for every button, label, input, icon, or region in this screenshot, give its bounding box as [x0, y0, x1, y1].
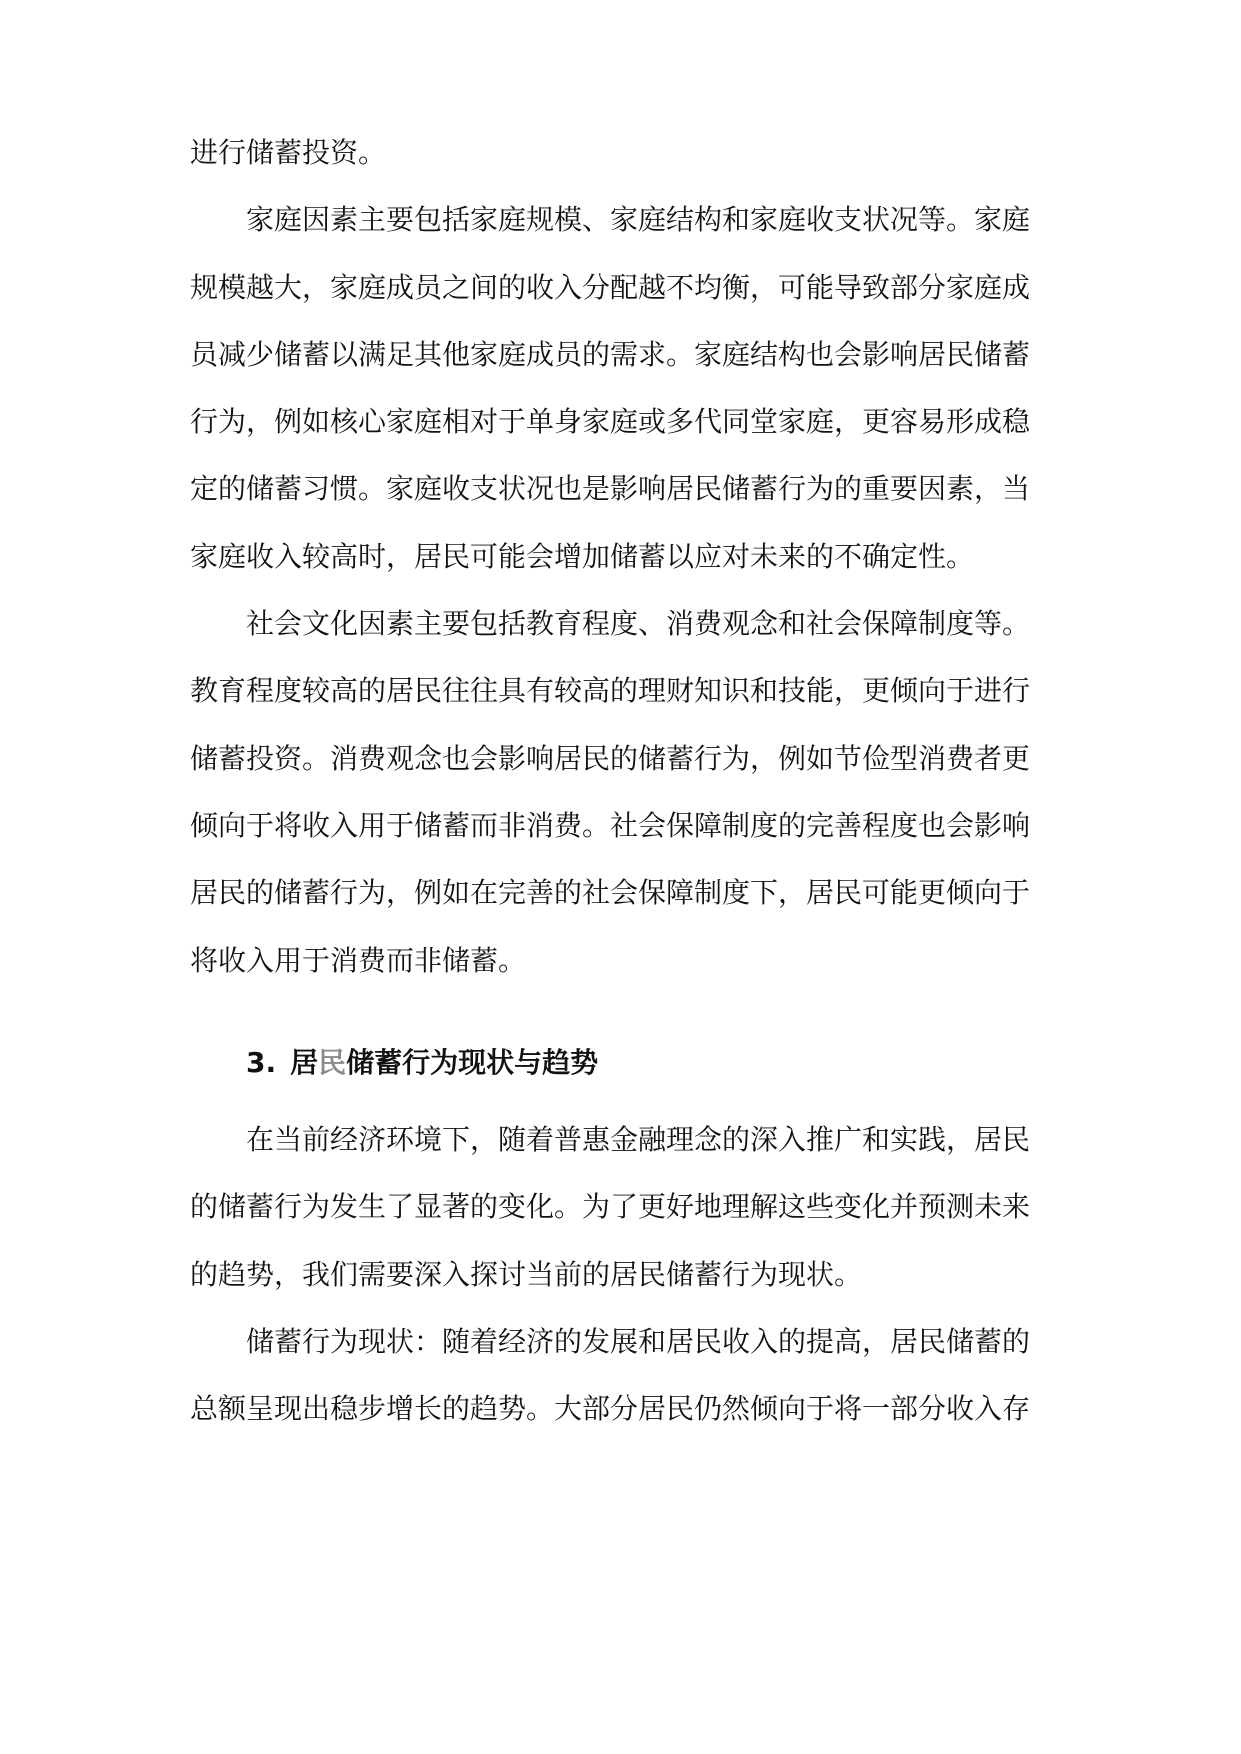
section-title-part: 储蓄行为现状与趋势	[346, 1046, 599, 1079]
text-line: 在当前经济环境下，随着普惠金融理念的深入推广和实践，居民	[190, 1123, 1031, 1156]
text-line: 规模越大，家庭成员之间的收入分配越不均衡，可能导致部分家庭成	[190, 271, 1031, 304]
text-line: 的储蓄行为发生了显著的变化。为了更好地理解这些变化并预测未来	[190, 1190, 1031, 1223]
text-line: 定的储蓄习惯。家庭收支状况也是影响居民储蓄行为的重要因素，当	[190, 472, 1031, 505]
text-line: 员减少储蓄以满足其他家庭成员的需求。家庭结构也会影响居民储蓄	[190, 338, 1031, 371]
section-number: 3.	[246, 1046, 277, 1079]
text-line: 储蓄行为现状：随着经济的发展和居民收入的提高，居民储蓄的	[190, 1325, 1031, 1358]
text-line: 总额呈现出稳步增长的趋势。大部分居民仍然倾向于将一部分收入存	[190, 1392, 1031, 1425]
text-line: 家庭收入较高时，居民可能会增加储蓄以应对未来的不确定性。	[190, 540, 975, 573]
text-line: 进行储蓄投资。	[190, 136, 387, 169]
text-line: 教育程度较高的居民往往具有较高的理财知识和技能，更倾向于进行	[190, 674, 1031, 707]
text-line: 储蓄投资。消费观念也会影响居民的储蓄行为，例如节俭型消费者更	[190, 742, 1031, 775]
text-line: 社会文化因素主要包括教育程度、消费观念和社会保障制度等。	[190, 607, 1031, 640]
section-heading	[246, 1043, 598, 1083]
section-title-part: 民	[318, 1046, 347, 1079]
text-line: 倾向于将收入用于储蓄而非消费。社会保障制度的完善程度也会影响	[190, 809, 1031, 842]
text-line: 的趋势，我们需要深入探讨当前的居民储蓄行为现状。	[190, 1258, 863, 1291]
section-title-part: 居	[290, 1046, 319, 1079]
text-line: 将收入用于消费而非储蓄。	[190, 944, 527, 977]
text-line: 居民的储蓄行为，例如在完善的社会保障制度下，居民可能更倾向于	[190, 876, 1031, 909]
text-line: 行为，例如核心家庭相对于单身家庭或多代同堂家庭，更容易形成稳	[190, 405, 1031, 438]
text-line: 家庭因素主要包括家庭规模、家庭结构和家庭收支状况等。家庭	[190, 203, 1031, 236]
